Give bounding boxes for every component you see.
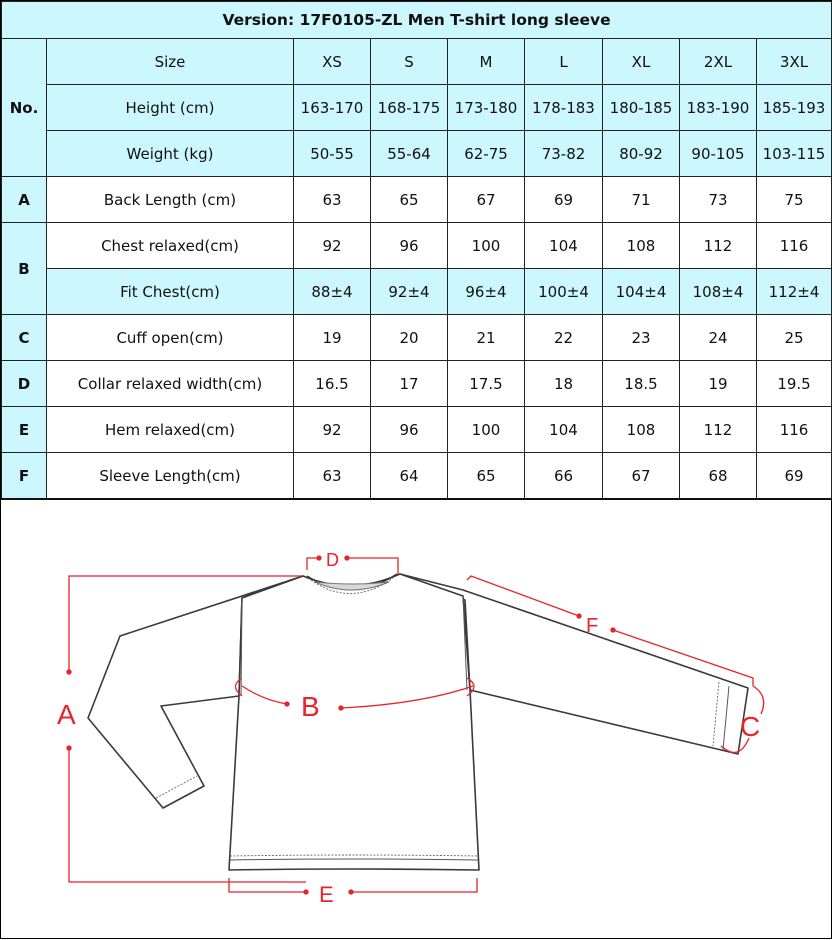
cell: 100±4 [525,269,603,315]
d-dot-left [317,556,321,560]
a-dot-bottom [67,746,71,750]
cell: 16.5 [294,361,371,407]
row-code-d: D [2,361,47,407]
size-xs: XS [294,39,371,85]
cell: 180-185 [603,85,680,131]
cell: 63 [294,453,371,499]
row-code-b: B [2,223,47,315]
chest-relaxed-row [2,223,832,269]
cell: 178-183 [525,85,603,131]
cell: 108 [603,223,680,269]
e-dot-right [349,890,353,894]
cell: 65 [448,453,525,499]
cell: 69 [525,177,603,223]
cell: 104±4 [603,269,680,315]
label-c: C [740,711,761,742]
table-title: Version: 17F0105-ZL Men T-shirt long sleeve [2,2,832,39]
no-header: No. [2,39,47,177]
cell: 108 [603,407,680,453]
cell: 67 [603,453,680,499]
e-line [229,878,477,892]
cell: 17.5 [448,361,525,407]
cell: 20 [371,315,448,361]
tshirt-diagram [1,500,831,938]
cuff-open-row [2,315,832,361]
cell: 73-82 [525,131,603,177]
size-m: M [448,39,525,85]
row-label: Cuff open(cm) [47,315,294,361]
size-3xl: 3XL [757,39,832,85]
fit-chest-row [2,269,832,315]
cell: 104 [525,223,603,269]
cell: 112±4 [757,269,832,315]
cell: 63 [294,177,371,223]
cell: 19.5 [757,361,832,407]
cell: 185-193 [757,85,832,131]
tshirt-outline [88,574,748,870]
collar-width-row [2,361,832,407]
b-dot-left [285,702,289,706]
cell: 62-75 [448,131,525,177]
sleeve-length-row [2,453,832,499]
size-table [1,1,832,499]
cell: 96 [371,223,448,269]
cell: 55-64 [371,131,448,177]
cell: 100 [448,223,525,269]
cell: 25 [757,315,832,361]
cell: 64 [371,453,448,499]
height-row [2,85,832,131]
label-e: E [319,882,334,907]
row-label-weight: Weight (kg) [47,131,294,177]
row-label: Fit Chest(cm) [47,269,294,315]
cell: 69 [757,453,832,499]
row-code-c: C [2,315,47,361]
d-dot-right [345,556,349,560]
cell: 92 [294,407,371,453]
a-dot-top [67,670,71,674]
cell: 100 [448,407,525,453]
row-code-e: E [2,407,47,453]
cell: 23 [603,315,680,361]
row-label: Sleeve Length(cm) [47,453,294,499]
d-line [307,558,398,574]
cell: 71 [603,177,680,223]
row-label: Collar relaxed width(cm) [47,361,294,407]
cell: 92±4 [371,269,448,315]
cell: 173-180 [448,85,525,131]
shirt-body [229,574,479,870]
cell: 108±4 [680,269,757,315]
cell: 19 [294,315,371,361]
cell: 67 [448,177,525,223]
cell: 66 [525,453,603,499]
cell: 103-115 [757,131,832,177]
cell: 73 [680,177,757,223]
cell: 65 [371,177,448,223]
cell: 92 [294,223,371,269]
label-f: F [586,615,599,637]
hem-relaxed-row [2,407,832,453]
label-a: A [57,699,76,730]
cell: 183-190 [680,85,757,131]
cell: 18.5 [603,361,680,407]
weight-row [2,131,832,177]
cell: 19 [680,361,757,407]
row-label: Hem relaxed(cm) [47,407,294,453]
f-dot-top [577,614,581,618]
row-code-f: F [2,453,47,499]
sizes-row [2,39,832,85]
cell: 168-175 [371,85,448,131]
cell: 90-105 [680,131,757,177]
cell: 18 [525,361,603,407]
cell: 17 [371,361,448,407]
b-dot-right [339,706,343,710]
label-d: D [326,550,339,570]
cell: 116 [757,407,832,453]
cell: 88±4 [294,269,371,315]
cell: 96±4 [448,269,525,315]
cell: 104 [525,407,603,453]
f-dot-bottom [611,628,615,632]
cell: 22 [525,315,603,361]
row-label-size: Size [47,39,294,85]
cell: 21 [448,315,525,361]
row-code-a: A [2,177,47,223]
cell: 112 [680,223,757,269]
cell: 68 [680,453,757,499]
measurement-diagram [1,498,831,940]
e-dot-left [304,890,308,894]
cell: 80-92 [603,131,680,177]
size-l: L [525,39,603,85]
row-label: Chest relaxed(cm) [47,223,294,269]
cell: 50-55 [294,131,371,177]
row-label-height: Height (cm) [47,85,294,131]
back-length-row [2,177,832,223]
cell: 116 [757,223,832,269]
cell: 163-170 [294,85,371,131]
cell: 75 [757,177,832,223]
size-xl: XL [603,39,680,85]
row-label: Back Length (cm) [47,177,294,223]
cell: 112 [680,407,757,453]
label-b: B [301,691,320,722]
cell: 96 [371,407,448,453]
cell: 24 [680,315,757,361]
size-s: S [371,39,448,85]
size-2xl: 2XL [680,39,757,85]
